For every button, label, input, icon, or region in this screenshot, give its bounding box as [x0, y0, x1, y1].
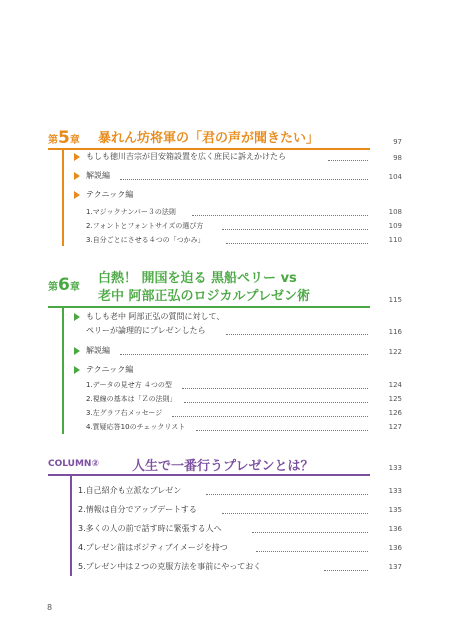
chapter-5-underline [48, 148, 370, 150]
chapter-6-title-line2: 老中 阿部正弘のロジカルプレゼン術 [98, 289, 311, 304]
chapter-5-sidebar [62, 148, 64, 246]
column-item-1: 1.自己紹介も立派なプレゼン [78, 486, 182, 495]
chapter-6-item-1-line1: もしも老中 阿部正弘の質問に対して、 [86, 312, 225, 321]
column-underline [48, 474, 370, 476]
chapter-6-item-1-line2: ペリーが論理的にプレゼンしたら [86, 326, 206, 335]
chapter-6-sub-4-page: 127 [388, 423, 402, 431]
chapter-5-sub-3: 3.自分ごとにさせる４つの「つかみ」 [86, 236, 205, 244]
chapter-5-item-2-page: 104 [388, 173, 402, 181]
chapter-5-header [48, 124, 398, 148]
chapter-5-item-1-page: 98 [393, 154, 402, 162]
leader-dots [252, 532, 368, 533]
leader-dots [196, 430, 368, 431]
column-header [48, 454, 378, 476]
chapter-5-sub-2-page: 109 [388, 222, 402, 230]
chapter-6-underline [48, 306, 370, 308]
chapter-6-sub-3: 3.左グラフ右メッセージ [86, 409, 163, 417]
leader-dots [226, 334, 368, 335]
leader-dots [206, 494, 368, 495]
column-page: 133 [388, 464, 402, 472]
column-item-2-page: 135 [388, 506, 402, 514]
chapter-6-sub-3-page: 126 [388, 409, 402, 417]
chapter-5-label: 第5章 [48, 128, 80, 148]
arrow-icon [74, 313, 80, 321]
chapter-6-item-1-page: 116 [388, 328, 402, 336]
leader-dots [222, 513, 368, 514]
chapter-5-title: 暴れん坊将軍の「君の声が聞きたい」 [98, 131, 320, 146]
column-item-4-page: 136 [388, 544, 402, 552]
chapter-6-sub-2-page: 125 [388, 395, 402, 403]
chapter-6-sidebar [62, 306, 64, 434]
leader-dots [120, 354, 368, 355]
column-item-5-page: 137 [388, 563, 402, 571]
column-item-3-page: 136 [388, 525, 402, 533]
arrow-icon [74, 347, 80, 355]
chapter-5-sub-1: 1.マジックナンバー３の法則 [86, 208, 176, 216]
leader-dots [172, 416, 368, 417]
chapter-5-sub-2: 2.フォントとフォントサイズの選び方 [86, 222, 204, 230]
chapter-5-item-2: 解説編 [86, 171, 110, 180]
leader-dots [222, 229, 368, 230]
chapter-6-item-3: テクニック編 [86, 365, 134, 374]
arrow-icon [74, 172, 80, 180]
chapter-5-page: 97 [393, 138, 402, 146]
column-item-3: 3.多くの人の前で話す時に緊張する人へ [78, 524, 222, 533]
chapter-6-title-line1: 白熱！ 開国を迫る 黒船ペリー vs [98, 271, 297, 286]
chapter-6-label: 第6章 [48, 275, 80, 295]
chapter-6-item-2-page: 122 [388, 348, 402, 356]
arrow-icon [74, 366, 80, 374]
chapter-5-item-3: テクニック編 [86, 190, 134, 199]
column-item-1-page: 133 [388, 487, 402, 495]
footer-page-number: 8 [47, 603, 53, 612]
chapter-6-page: 115 [388, 296, 402, 304]
leader-dots [226, 243, 368, 244]
leader-dots [328, 160, 368, 161]
chapter-6-item-2: 解説編 [86, 346, 110, 355]
chapter-6-sub-1-page: 124 [388, 381, 402, 389]
leader-dots [182, 388, 368, 389]
column-item-4: 4.プレゼン前はポジティブイメージを持つ [78, 543, 228, 552]
column-title: 人生で一番行うプレゼンとは？ [132, 459, 314, 474]
chapter-6-header [48, 264, 378, 306]
chapter-6-sub-2: 2.視線の基本は「Ｚの法則」 [86, 395, 177, 403]
column-item-5: 5.プレゼン中は２つの克服方法を事前にやっておく [78, 562, 262, 571]
chapter-5-sub-1-page: 108 [388, 208, 402, 216]
chapter-6-sub-4: 4.質疑応答10のチェックリスト [86, 423, 186, 431]
leader-dots [324, 570, 368, 571]
column-label: COLUMN② [48, 459, 100, 469]
arrow-icon [74, 153, 80, 161]
column-item-2: 2.情報は自分でアップデートする [78, 505, 197, 514]
leader-dots [184, 402, 368, 403]
chapter-5-sub-3-page: 110 [388, 236, 402, 244]
leader-dots [120, 179, 368, 180]
arrow-icon [74, 191, 80, 199]
column-sidebar [70, 474, 72, 576]
leader-dots [192, 215, 368, 216]
leader-dots [256, 551, 368, 552]
chapter-6-sub-1: 1.データの見せ方 ４つの型 [86, 381, 172, 389]
chapter-5-item-1: もしも徳川吉宗が目安箱設置を広く庶民に訴えかけたら [86, 152, 286, 161]
